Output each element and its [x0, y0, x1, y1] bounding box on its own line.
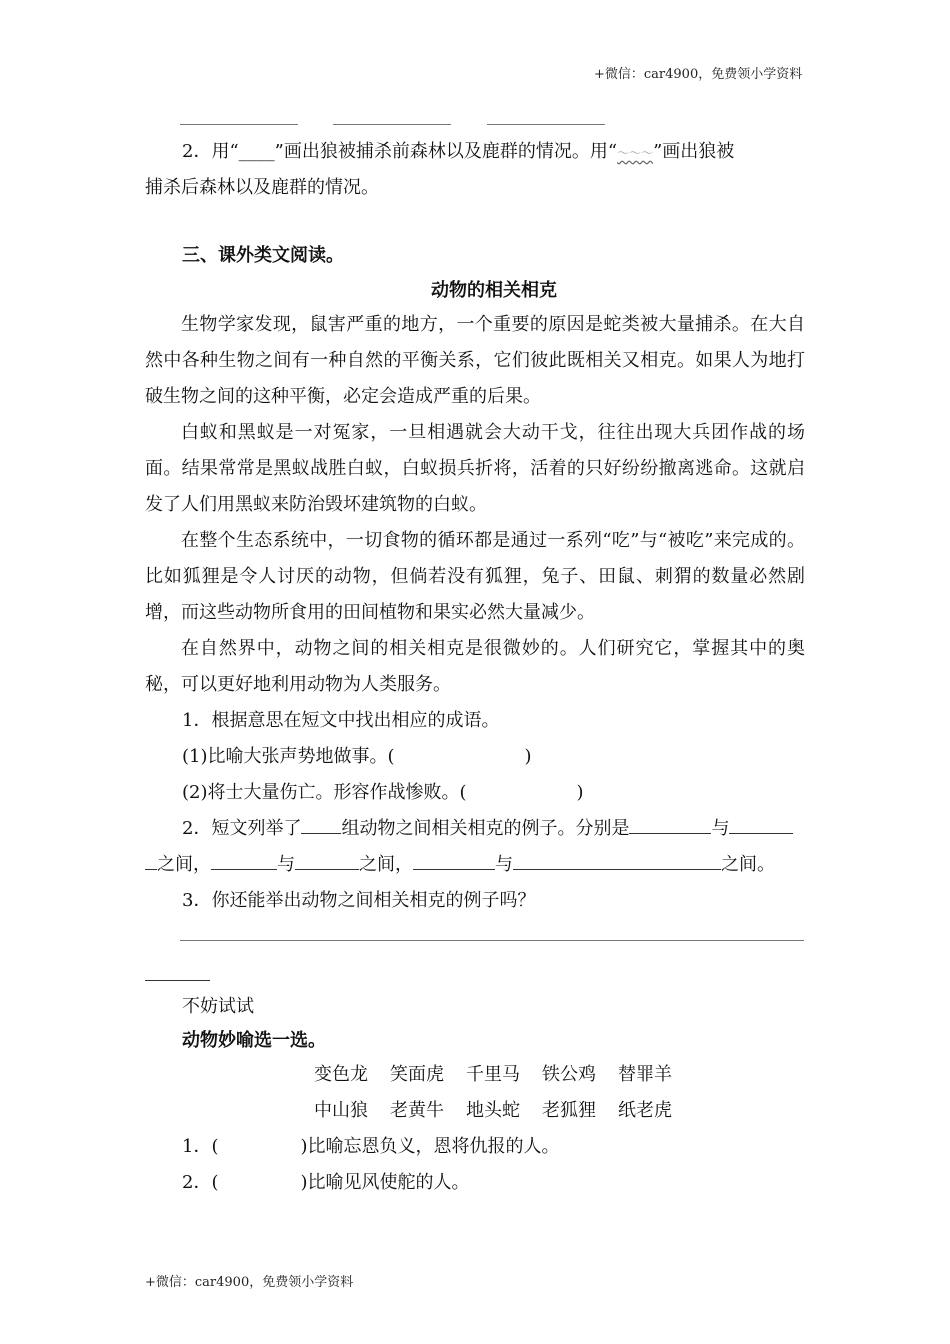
question-2-line1: 2．短文列举了 组动物之间相关相克的例子。分别是 与 [182, 811, 793, 847]
word-option: 笑面虎 [390, 1064, 444, 1085]
word-option: 纸老虎 [618, 1100, 672, 1121]
word-option: 千里马 [466, 1064, 520, 1085]
try-question-1: 1．( )比喻忘恩负义，恩将仇报的人。 [182, 1136, 560, 1157]
word-option: 老狐狸 [542, 1100, 596, 1121]
try-subheading: 动物妙喻选一选。 [182, 1030, 326, 1051]
try-heading: 不妨试试 [182, 996, 254, 1017]
section-divider [145, 980, 210, 981]
passage-paragraph-2: 白蚁和黑蚁是一对冤家，一旦相遇就会大动干戈，往往出现大兵团作战的场面。结果常常是黑蚁战胜白蚁，白蚁损兵折将，活着的只好纷纷撤离逃命。这就启发了人们用黑蚁来防治毁坏建筑物的白蚁。 [145, 422, 805, 515]
passage-paragraph-1: 生物学家发现，鼠害严重的地方，一个重要的原因是蛇类被大量捕杀。在大自然中各种生物之间有一种自然的平衡关系，它们彼此既相关又相克。如果人为地打破生物之间的这种平衡，必定会造成严重的后果。 [145, 314, 805, 407]
passage-paragraph-3: 在整个生态系统中，一切食物的循环都是通过一系列“吃”与“被吃”来完成的。比如狐狸是令人讨厌的动物，但倘若没有狐狸，兔子、田鼠、刺猬的数量必然剧增，而这些动物所食用的田间植物和果实必然大量减少。 [145, 530, 805, 623]
s2-q2-line2: 捕杀后森林以及鹿群的情况。 [145, 177, 379, 198]
answer-blank[interactable] [211, 853, 277, 870]
question-1: 1．根据意思在短文中找出相应的成语。 [182, 710, 500, 731]
try-question-2: 2．( )比喻见风使舵的人。 [182, 1172, 470, 1193]
answer-blank[interactable] [729, 817, 793, 834]
word-option: 中山狼 [314, 1100, 368, 1121]
answer-line [487, 124, 605, 125]
answer-blank[interactable] [413, 853, 495, 870]
section3-heading: 三、课外类文阅读。 [182, 245, 344, 266]
word-option: 地头蛇 [466, 1100, 520, 1121]
word-option: 变色龙 [314, 1064, 368, 1085]
word-option: 铁公鸡 [542, 1064, 596, 1085]
passage-paragraph-4: 在自然界中，动物之间的相关相克是很微妙的。人们研究它，掌握其中的奥秘，可以更好地利用动物为人类服务。 [145, 638, 805, 695]
header-watermark: +微信：car4900，免费领小学资料 [594, 67, 803, 82]
word-bank-row-2 [314, 1093, 694, 1129]
answer-blank[interactable] [145, 853, 157, 870]
underline-sample: ____ [238, 141, 275, 162]
question-1-2: (2)将士大量伤亡。形容作战惨败。( ) [182, 782, 584, 803]
answer-blank[interactable] [295, 853, 359, 870]
answer-blank[interactable] [629, 817, 711, 834]
answer-blank[interactable] [513, 853, 721, 870]
answer-line [180, 124, 298, 125]
word-option: 老黄牛 [390, 1100, 444, 1121]
footer-watermark: +微信：car4900，免费领小学资料 [145, 1275, 354, 1290]
s2-q2-line1: 2．用“____”画出狼被捕杀前森林以及鹿群的情况。用“～～～”画出狼被 [182, 141, 735, 162]
passage-title: 动物的相关相克 [431, 280, 557, 301]
question-1-1: (1)比喻大张声势地做事。( ) [182, 746, 532, 767]
answer-line [333, 124, 451, 125]
question-2-line2: 之间， 与 之间， 与 之间。 [145, 847, 775, 883]
answer-line[interactable] [180, 940, 804, 941]
word-option: 替罪羊 [618, 1064, 672, 1085]
answer-blank[interactable] [301, 817, 341, 834]
word-bank-row-1 [314, 1057, 694, 1093]
wavy-line-sample: ～～～ [617, 146, 654, 160]
question-3: 3．你还能举出动物之间相关相克的例子吗？ [182, 890, 536, 911]
